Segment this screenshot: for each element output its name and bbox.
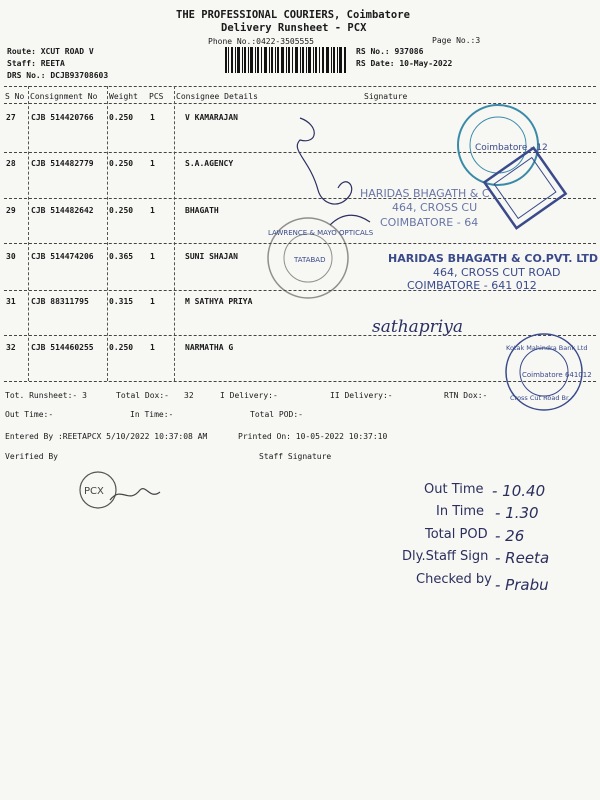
- signature-scribble: [330, 215, 370, 225]
- mayo-stamp: [268, 218, 374, 298]
- svg-text:464, CROSS CUT ROAD: 464, CROSS CUT ROAD: [433, 266, 561, 279]
- staff-label: Staff: REETA: [7, 59, 65, 68]
- row-consignment: CJB 514460255: [31, 343, 94, 352]
- row-pcs: 1: [150, 113, 155, 122]
- total-dox-label: Total Dox:-: [116, 391, 169, 400]
- svg-text:HARIDAS BHAGATH & CO.PVT. LTD: HARIDAS BHAGATH & CO.PVT. LTD: [388, 252, 599, 265]
- document-title: Delivery Runsheet - PCX: [221, 22, 367, 34]
- svg-text:Coimbatore 641012: Coimbatore 641012: [522, 371, 592, 379]
- row-consignee: SUNI SHAJAN: [185, 252, 238, 261]
- hw-out-time-label: Out Time: [424, 482, 484, 497]
- hw-out-time-value: - 10.40: [492, 482, 546, 500]
- haridas-stamp: [388, 252, 598, 292]
- row-pcs: 1: [150, 343, 155, 352]
- tot-runsheet: Tot. Runsheet:- 3: [5, 391, 87, 400]
- rs-number: RS No.: 937086: [356, 47, 424, 56]
- rtn-dox: RTN Dox:-: [444, 391, 488, 400]
- row-consignee: V KAMARAJAN: [185, 113, 238, 122]
- row-pcs: 1: [150, 206, 155, 215]
- signature-scribble: [297, 118, 351, 204]
- col-consignment: Consignment No: [30, 92, 98, 101]
- kotak-stamp: [506, 334, 592, 410]
- svg-text:Coimbatore - 12: Coimbatore - 12: [475, 143, 548, 153]
- rs-date: RS Date: 10-May-2022: [356, 59, 453, 68]
- hw-total-pod-label: Total POD: [425, 527, 488, 542]
- svg-text:464, CROSS CU: 464, CROSS CU: [392, 201, 478, 214]
- svg-text:Cross Cut Road Br.: Cross Cut Road Br.: [510, 394, 571, 402]
- row-sno: 27: [6, 113, 16, 122]
- hw-dly-label: Dly.Staff Sign: [402, 549, 489, 564]
- i-delivery: I Delivery:-: [220, 391, 278, 400]
- in-time-label: In Time:-: [130, 410, 174, 419]
- entered-by: Entered By :REETAPCX 5/10/2022 10:37:08 AM: [5, 432, 208, 441]
- row-consignee: S.A.AGENCY: [185, 159, 234, 168]
- row-pcs: 1: [150, 252, 155, 261]
- ii-delivery: II Delivery:-: [330, 391, 393, 400]
- page-number: Page No.:3: [432, 36, 481, 45]
- hw-in-time-value: - 1.30: [495, 504, 539, 522]
- row-consignee: M SATHYA PRIYA: [185, 297, 253, 306]
- svg-text:TATABAD: TATABAD: [294, 256, 326, 264]
- company-name: THE PROFESSIONAL COURIERS, Coimbatore: [176, 9, 410, 21]
- row-pcs: 1: [150, 159, 155, 168]
- row-sno: 30: [6, 252, 16, 261]
- total-pod-label: Total POD:-: [250, 410, 303, 419]
- row-consignment: CJB 514482779: [31, 159, 94, 168]
- row-pcs: 1: [150, 297, 155, 306]
- col-weight: Weight: [109, 92, 138, 101]
- verified-by: Verified By: [5, 452, 58, 461]
- row-weight: 0.250: [109, 343, 134, 352]
- row-consignee: BHAGATH: [185, 206, 219, 215]
- row-sno: 32: [6, 343, 16, 352]
- svg-text:COIMBATORE - 641 012: COIMBATORE - 641 012: [407, 279, 537, 292]
- row-weight: 0.250: [109, 159, 134, 168]
- row-sno: 29: [6, 206, 16, 215]
- total-dox-value: 32: [184, 391, 194, 400]
- row-consignment: CJB 514420766: [31, 113, 94, 122]
- row-weight: 0.315: [109, 297, 134, 306]
- svg-text:Kotak Mahindra Bank Ltd: Kotak Mahindra Bank Ltd: [506, 344, 588, 352]
- hw-in-time-label: In Time: [436, 504, 485, 519]
- square-stamp: [484, 148, 565, 228]
- route-label: Route: XCUT ROAD V: [7, 47, 94, 56]
- svg-text:LAWRENCE & MAYO OPTICALS: LAWRENCE & MAYO OPTICALS: [268, 229, 374, 237]
- row-consignment: CJB 514474206: [31, 252, 94, 261]
- row-weight: 0.250: [109, 206, 134, 215]
- phone-number: Phone No.:0422-3505555: [208, 37, 314, 46]
- col-sno: S No: [5, 92, 25, 101]
- row-sno: 31: [6, 297, 16, 306]
- svg-text:PCX: PCX: [84, 486, 104, 497]
- haridas-stamp-partial: [360, 187, 490, 229]
- hw-dly-value: - Reeta: [495, 549, 550, 567]
- row-weight: 0.250: [109, 113, 134, 122]
- out-time-label: Out Time:-: [5, 410, 54, 419]
- printed-on: Printed On: 10-05-2022 10:37:10: [238, 432, 388, 441]
- col-signature: Signature: [364, 92, 408, 101]
- round-stamp-coimbatore: [458, 105, 548, 185]
- row-sno: 28: [6, 159, 16, 168]
- svg-text:HARIDAS BHAGATH & C: HARIDAS BHAGATH & C: [360, 187, 490, 200]
- row-consignment: CJB 88311795: [31, 297, 89, 306]
- svg-text:COIMBATORE - 64: COIMBATORE - 64: [380, 216, 479, 229]
- hw-checked-label: Checked by: [416, 572, 492, 587]
- pcx-stamp: [80, 472, 160, 508]
- hw-total-pod-value: - 26: [495, 527, 525, 545]
- col-consignee: Consignee Details: [176, 92, 258, 101]
- hw-checked-value: - Prabu: [495, 576, 549, 594]
- col-pcs: PCS: [149, 92, 164, 101]
- staff-signature-label: Staff Signature: [259, 452, 332, 461]
- row-consignee: NARMATHA G: [185, 343, 234, 352]
- row-consignment: CJB 514482642: [31, 206, 94, 215]
- drs-number: DRS No.: DCJB93708603: [7, 71, 109, 80]
- row-weight: 0.365: [109, 252, 134, 261]
- sathya-signature: sathapriya: [372, 317, 463, 337]
